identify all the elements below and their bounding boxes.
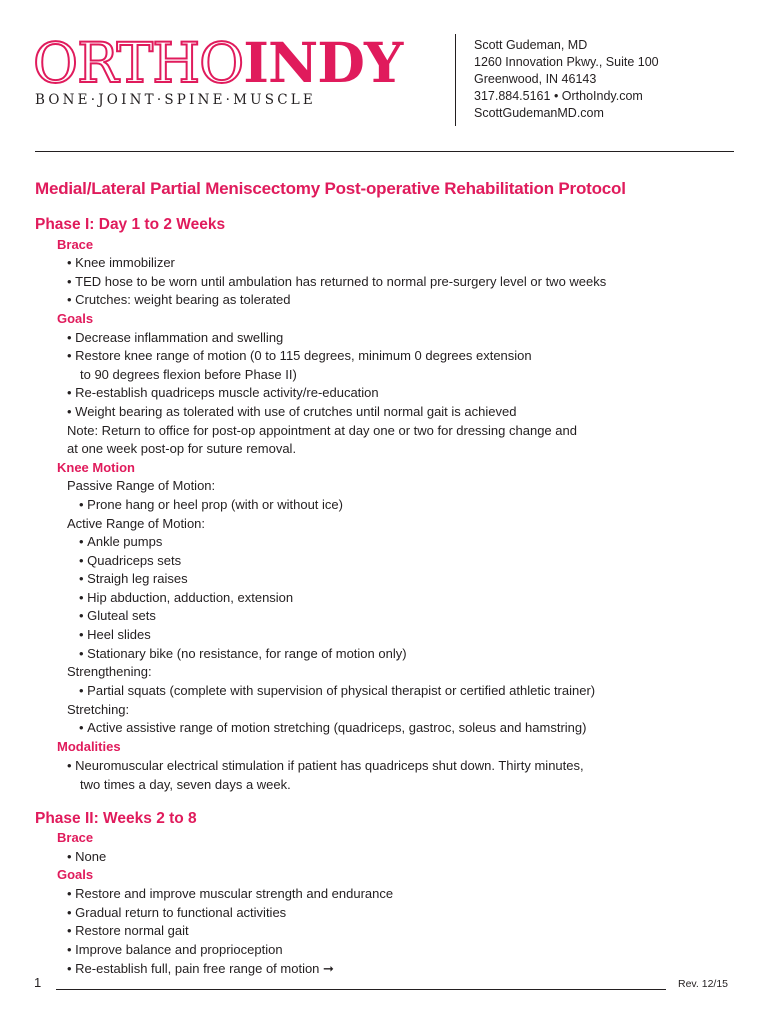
- list-item: • Prone hang or heel prop (with or without ice): [79, 496, 343, 514]
- list-item: • Re-establish quadriceps muscle activity/re-education: [67, 384, 379, 402]
- logo-indy-text: INDY: [243, 30, 403, 95]
- list-item: • Gradual return to functional activities: [67, 904, 286, 922]
- strengthening-label: Strengthening:: [67, 664, 152, 679]
- logo-ortho-text: ORTHO: [33, 31, 244, 95]
- contact-address-line1: 1260 Innovation Pkwy., Suite 100: [474, 55, 659, 69]
- phase1-knee-motion-label: Knee Motion: [57, 460, 135, 475]
- list-item-continuation: two times a day, seven days a week.: [80, 777, 291, 792]
- list-item-text: • Re-establish full, pain free range of motion: [67, 961, 319, 976]
- revision-label: Rev. 12/15: [678, 978, 729, 990]
- list-item: • Restore knee range of motion (0 to 115 degrees, minimum 0 degrees extension: [67, 347, 532, 365]
- contact-address-line2: Greenwood, IN 46143: [474, 72, 597, 86]
- list-item: • Heel slides: [79, 626, 151, 644]
- header-vertical-divider: [455, 34, 456, 126]
- contact-block: [474, 37, 659, 122]
- phase1-note-line2: at one week post-op for suture removal.: [67, 441, 297, 456]
- orthoindy-logo: [33, 30, 433, 114]
- list-item: • Hip abduction, adduction, extension: [79, 589, 293, 607]
- contact-phone-web: 317.884.5161 • OrthoIndy.com: [474, 89, 643, 103]
- logo-wordmark: [33, 30, 403, 95]
- list-item: [67, 960, 334, 978]
- list-item: • Quadriceps sets: [79, 552, 181, 570]
- passive-rom-label: Passive Range of Motion:: [67, 478, 216, 493]
- list-item: • Gluteal sets: [79, 607, 156, 625]
- contact-website: ScottGudemanMD.com: [474, 106, 604, 120]
- phase1-modalities-label: Modalities: [57, 739, 121, 754]
- list-item: • Knee immobilizer: [67, 254, 175, 272]
- list-item: • Neuromuscular electrical stimulation if patient has quadriceps shut down. Thirty minutes,: [67, 757, 584, 775]
- active-rom-label: Active Range of Motion:: [67, 516, 206, 531]
- list-item: • Improve balance and proprioception: [67, 941, 283, 959]
- list-item: • Decrease inflammation and swelling: [67, 329, 283, 347]
- footer-divider: [56, 989, 666, 990]
- phase1-note-line1: Note: Return to office for post-op appointment at day one or two for dressing change and: [67, 423, 577, 438]
- phase1-brace-label: Brace: [57, 237, 94, 252]
- list-item: • Active assistive range of motion stretching (quadriceps, gastroc, soleus and hamstring): [79, 719, 586, 737]
- continue-arrow-icon: ➞: [323, 961, 334, 976]
- list-item: • Restore and improve muscular strength and endurance: [67, 885, 393, 903]
- list-item: • None: [67, 848, 106, 866]
- list-item: • Partial squats (complete with supervision of physical therapist or certified athletic trainer): [79, 682, 595, 700]
- list-item: • Weight bearing as tolerated with use of crutches until normal gait is achieved: [67, 403, 516, 421]
- list-item: • Crutches: weight bearing as tolerated: [67, 291, 291, 309]
- list-item-continuation: to 90 degrees flexion before Phase II): [80, 367, 297, 382]
- logo-tagline: BONE·JOINT·SPINE·MUSCLE: [35, 92, 316, 108]
- list-item: • Straigh leg raises: [79, 570, 188, 588]
- phase2-goals-label: Goals: [57, 867, 94, 882]
- phase1-heading: Phase I: Day 1 to 2 Weeks: [35, 216, 226, 233]
- document-title: Medial/Lateral Partial Meniscectomy Post-operative Rehabilitation Protocol: [35, 179, 626, 198]
- list-item: • TED hose to be worn until ambulation has returned to normal pre-surgery level or two weeks: [67, 273, 606, 291]
- page-number: 1: [34, 975, 42, 990]
- phase1-goals-label: Goals: [57, 311, 94, 326]
- list-item: • Restore normal gait: [67, 922, 189, 940]
- list-item: • Ankle pumps: [79, 533, 162, 551]
- phase2-heading: Phase II: Weeks 2 to 8: [35, 810, 197, 827]
- phase2-brace-label: Brace: [57, 830, 94, 845]
- header-divider: [35, 151, 734, 152]
- list-item: • Stationary bike (no resistance, for range of motion only): [79, 645, 407, 663]
- stretching-label: Stretching:: [67, 702, 130, 717]
- contact-name: Scott Gudeman, MD: [474, 38, 588, 52]
